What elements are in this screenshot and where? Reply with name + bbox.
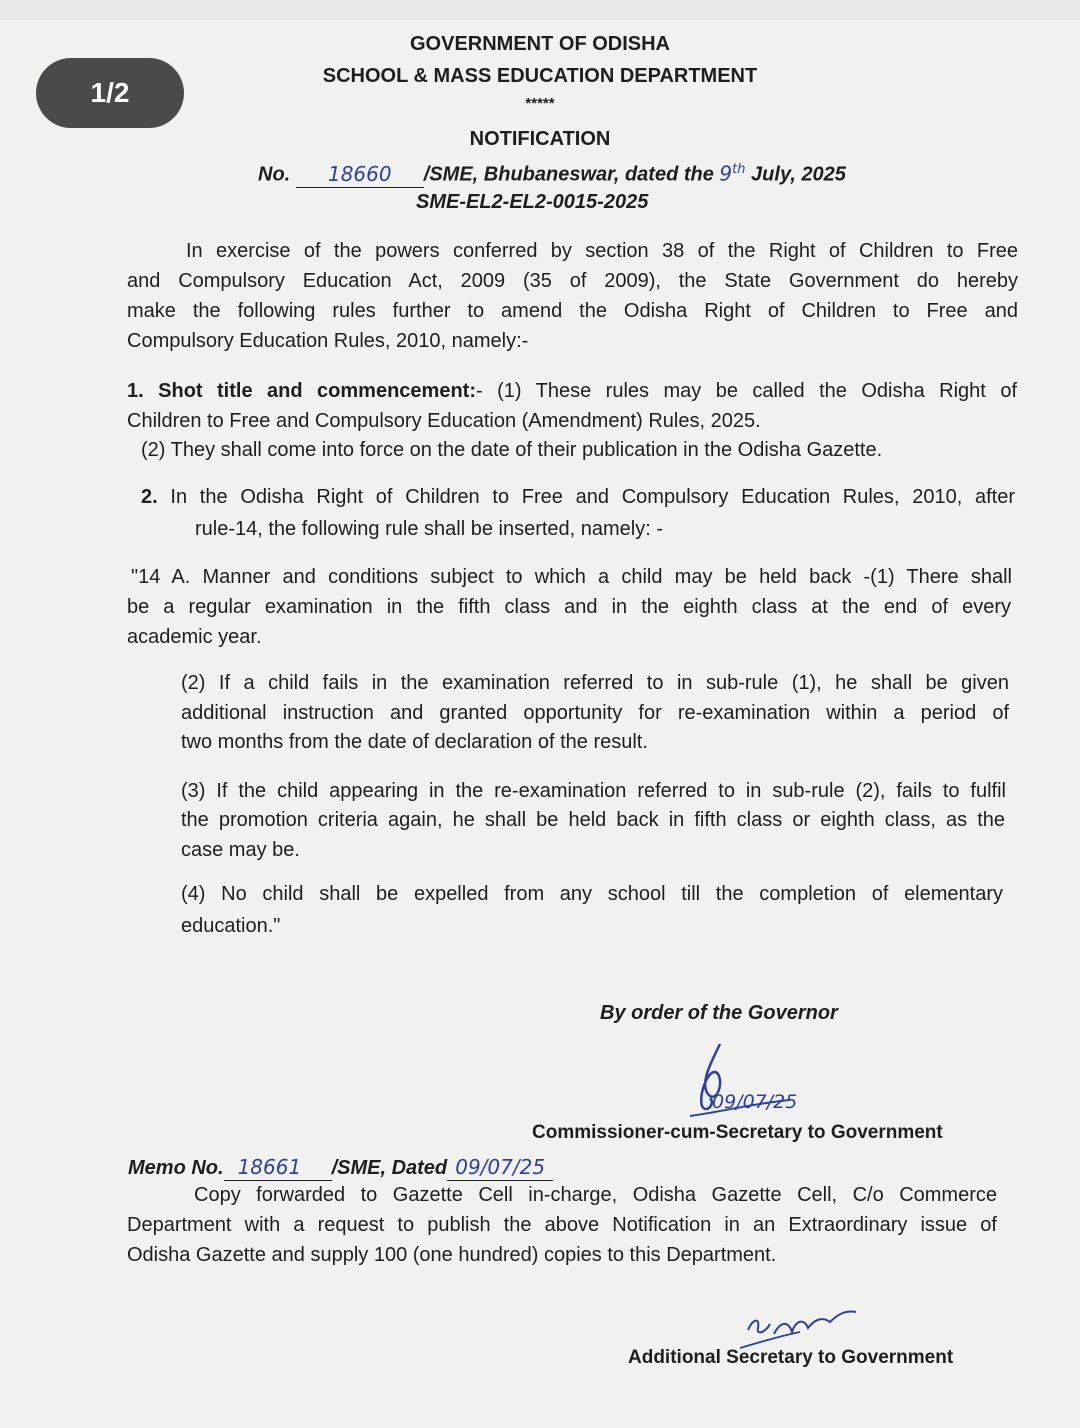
rule14a-line: be a regular examination in the fifth class and in the eighth class at the end of every [127,596,1011,618]
date-suffix: th [732,162,746,177]
subrule3-line: the promotion criteria again, he shall be held back in fifth class or eighth class, as the [181,809,1005,831]
commissioner-designation: Commissioner-cum-Secretary to Government [532,1122,943,1143]
rule14a-line: academic year. [127,626,262,648]
rule1-line2: Children to Free and Compulsory Education (Amendment) Rules, 2025. [127,410,761,432]
memo-mid: /SME, Dated [331,1157,448,1179]
rule2-line2: rule-14, the following rule shall be inserted, namely: - [195,518,664,540]
preamble-line: make the following rules further to amend the Odisha Right of Children to Free and [127,300,1018,322]
subrule3-line: (3) If the child appearing in the re-examination referred to in sub-rule (2), fails to fulfil [181,780,1006,802]
memo-line: Odisha Gazette and supply 100 (one hundred) copies to this Department. [127,1244,777,1266]
notification-title: NOTIFICATION [469,128,611,150]
rule1-line1-rest: - (1) These rules may be called the Odisha Right of [475,380,1017,402]
header-government: GOVERNMENT OF ODISHA [409,33,670,55]
memo-line: Copy forwarded to Gazette Cell in-charge, Odisha Gazette Cell, C/o Commerce [194,1184,997,1206]
preamble-line: Compulsory Education Rules, 2010, namely:- [127,330,529,352]
subrule4-line: education." [181,915,281,937]
subrule2-line: two months from the date of declaration of the result. [181,731,648,753]
memo-number-line [128,1155,553,1181]
rule2-number: 2. [141,486,158,508]
memo-line: Department with a request to publish the above Notification in an Extraordinary issue of [127,1214,997,1236]
memo-date: 09/07/25 [455,1155,546,1179]
subrule2-line: (2) If a child fails in the examination referred to in sub-rule (1), he shall be given [181,672,1009,694]
memo-number: 18661 [237,1155,302,1179]
header-stars: ***** [525,95,555,112]
number-underline [296,162,424,188]
number-label: No. [258,163,291,186]
memo-label: Memo No. [128,1157,224,1179]
rule14a-line: "14 A. Manner and conditions subject to which a child may be held back -(1) There shall [131,566,1012,588]
rule1-number: 1. [127,380,144,402]
memo-date-underline [447,1155,553,1181]
file-reference: SME-EL2-EL2-0015-2025 [416,191,649,213]
rule1-line1 [127,376,1017,406]
notification-number: 18660 [327,161,392,186]
preamble-line: and Compulsory Education Act, 2009 (35 of 2009), the State Government do hereby [127,270,1018,292]
header-department: SCHOOL & MASS EDUCATION DEPARTMENT [322,65,758,87]
memo-number-underline [224,1155,332,1181]
additional-secretary-signature [730,1302,870,1352]
notification-number-line [258,158,846,188]
rule1-line3: (2) They shall come into force on the date of their publication in the Odisha Gazette. [141,439,883,461]
page-indicator-badge: 1/2 [36,58,184,128]
by-order-text: By order of the Governor [600,1002,838,1024]
rule2-line1-text: In the Odisha Right of Children to Free and Compulsory Education Rules, 2010, after [170,486,1015,508]
rule2-line1 [141,482,1015,512]
subrule4-line: (4) No child shall be expelled from any school till the completion of elementary [181,883,1003,905]
subrule3-line: case may be. [181,839,300,861]
commissioner-sign-date: 09/07/25 [712,1091,798,1113]
number-suffix: /SME, Bhubaneswar, dated the [423,163,714,186]
rule1-heading: Shot title and commencement: [158,380,476,402]
subrule2-line: additional instruction and granted opportunity for re-examination within a period of [181,702,1009,724]
preamble-line: In exercise of the powers conferred by section 38 of the Right of Children to Free [186,240,1018,262]
date-day: 9 [719,161,733,186]
additional-secretary-designation: Additional Secretary to Government [628,1347,954,1368]
date-rest: July, 2025 [751,163,846,186]
notification-document [0,20,1080,1428]
